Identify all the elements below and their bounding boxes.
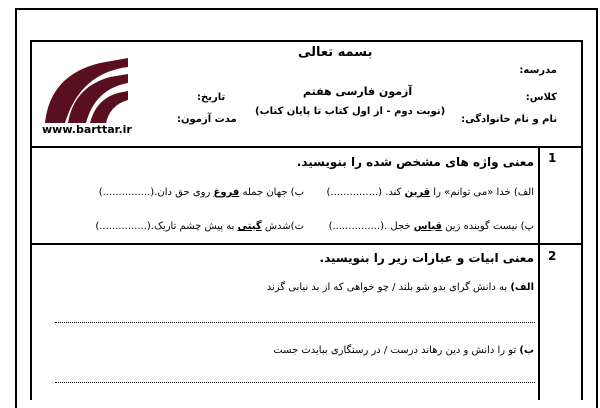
q1-alef-post: کند. (...............) <box>326 187 405 198</box>
q1-item-alef <box>327 187 534 198</box>
q1-be-word: فروغ <box>213 187 240 198</box>
question-number: 2 <box>548 249 557 263</box>
question-divider <box>30 243 583 245</box>
q2-item-be <box>273 345 534 356</box>
exam-subtitle: (نوبت دوم - از اول کتاب تا پایان کتاب) <box>255 106 446 117</box>
q1-item-be <box>99 187 304 198</box>
duration-label: مدت آزمون: <box>177 114 237 125</box>
barttar-logo-icon <box>40 55 130 125</box>
q2-alef-text: به دانش گرای بدو شو بلند / چو خواهی که از بد نیابی گزند <box>266 282 511 293</box>
question-number: 1 <box>548 151 557 165</box>
school-label: مدرسه: <box>519 65 557 76</box>
q1-pe-post: خجل .(...............) <box>328 221 414 232</box>
q2-alef-label: الف) <box>510 282 534 293</box>
name-label: نام و نام خانوادگی: <box>461 114 557 125</box>
q1-item-pe <box>329 221 534 232</box>
class-label: کلاس: <box>525 92 557 103</box>
number-column-border <box>538 146 540 400</box>
q1-alef-pre: الف) خدا «می توانم» را <box>430 187 534 198</box>
page-title: بسمه تعالی <box>298 45 373 60</box>
q1-te-pre: ت)شدش <box>261 221 304 232</box>
website-url: www.barttar.ir <box>42 123 132 136</box>
header-divider <box>30 146 583 148</box>
q1-te-word: گیتی <box>237 221 262 232</box>
answer-line[interactable] <box>55 382 535 383</box>
question-heading: معنی واژه های مشخص شده را بنویسید. <box>296 155 534 169</box>
exam-title: آزمون فارسی هفتم <box>303 85 413 98</box>
q1-pe-word: قیاس <box>413 221 442 232</box>
q1-be-pre: ب) جهان جمله <box>239 187 304 198</box>
answer-line[interactable] <box>55 322 535 323</box>
q1-alef-word: قرین <box>404 187 431 198</box>
q1-item-te <box>95 221 304 232</box>
q2-be-text: تو را دانش و دین رهاند درست / در رستگاری ببایدت جست <box>273 345 520 356</box>
q2-item-alef <box>267 282 534 293</box>
date-label: تاریخ: <box>197 92 226 103</box>
q1-pe-pre: پ) نیست گوینده زین <box>441 221 534 232</box>
q1-be-post: روی حق دان.(...............) <box>98 187 214 198</box>
q2-be-label: ب) <box>519 345 534 356</box>
question-heading: معنی ابیات و عبارات زیر را بنویسید. <box>319 251 534 265</box>
q1-te-post: به پیش چشم تاریک.(...............) <box>95 221 238 232</box>
